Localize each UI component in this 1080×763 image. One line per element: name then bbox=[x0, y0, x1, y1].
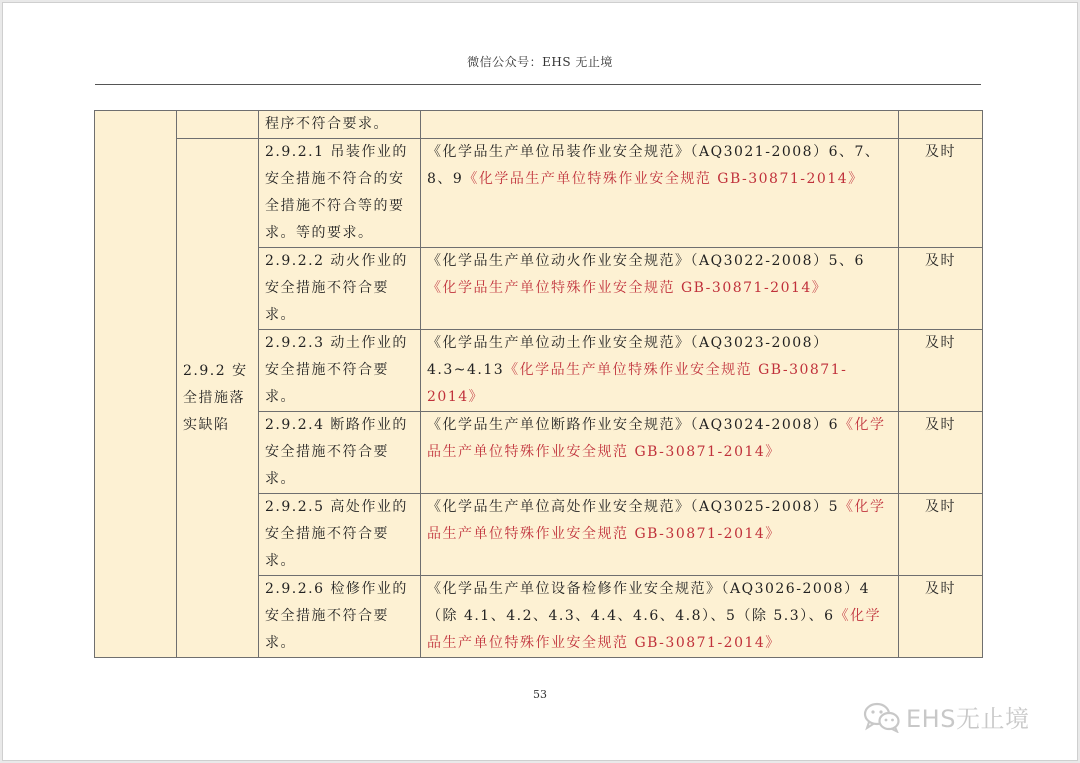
item-cell: 程序不符合要求。 bbox=[259, 111, 421, 139]
standard-reference: 《化学品生产单位吊装作业安全规范》（AQ3021-2008）6、7、8、9 bbox=[427, 144, 881, 187]
standard-reference: 《化学品生产单位断路作业安全规范》（AQ3024-2008）6 bbox=[427, 417, 839, 433]
item-cell: 2.9.2.2 动火作业的安全措施不符合要求。 bbox=[259, 248, 421, 330]
regulation-table bbox=[94, 110, 983, 658]
standard-cell bbox=[421, 494, 899, 576]
spanning-empty-cell bbox=[95, 111, 177, 658]
standard-cell bbox=[421, 248, 899, 330]
timing-cell: 及时 bbox=[899, 412, 983, 494]
empty-category-cell bbox=[177, 111, 259, 139]
standard-cell bbox=[421, 412, 899, 494]
page-header: 微信公众号：EHS 无止境 bbox=[467, 55, 613, 69]
page-number: 53 bbox=[533, 688, 547, 701]
standard-cell bbox=[421, 111, 899, 139]
standard-cell bbox=[421, 330, 899, 412]
timing-cell: 及时 bbox=[899, 330, 983, 412]
standard-cell bbox=[421, 139, 899, 248]
item-cell: 2.9.2.5 高处作业的安全措施不符合要求。 bbox=[259, 494, 421, 576]
item-cell: 2.9.2.1 吊装作业的安全措施不符合的安全措施不符合等的要求。等的要求。 bbox=[259, 139, 421, 248]
timing-cell: 及时 bbox=[899, 494, 983, 576]
standard-reference-red: 《化学品生产单位特殊作业安全规范 GB-30871-2014》 bbox=[427, 280, 828, 296]
item-cell: 2.9.2.4 断路作业的安全措施不符合要求。 bbox=[259, 412, 421, 494]
standard-reference: 《化学品生产单位高处作业安全规范》（AQ3025-2008）5 bbox=[427, 499, 839, 515]
watermark-text: EHS无止境 bbox=[906, 705, 1030, 733]
table-row bbox=[95, 139, 983, 248]
item-cell: 2.9.2.6 检修作业的安全措施不符合要求。 bbox=[259, 576, 421, 658]
category-cell: 2.9.2 安全措施落实缺陷 bbox=[177, 139, 259, 658]
standard-reference: 《化学品生产单位设备检修作业安全规范》（AQ3026-2008）4（除 4.1、4.2、4.3、4.4、4.6、4.8）、5（除 5.3）、6 bbox=[427, 581, 870, 624]
header-rule bbox=[95, 84, 981, 85]
timing-cell: 及时 bbox=[899, 139, 983, 248]
item-cell: 2.9.2.3 动土作业的安全措施不符合要求。 bbox=[259, 330, 421, 412]
standard-reference-red: 《化学品生产单位特殊作业安全规范 GB-30871-2014》 bbox=[427, 608, 882, 651]
timing-cell: 及时 bbox=[899, 576, 983, 658]
standard-reference-red: 《化学品生产单位特殊作业安全规范 GB-30871-2014》 bbox=[463, 171, 864, 187]
timing-cell: 及时 bbox=[899, 248, 983, 330]
timing-cell bbox=[899, 111, 983, 139]
standard-reference-red: 《化学品生产单位特殊作业安全规范 GB-30871-2014》 bbox=[427, 499, 886, 542]
table-row bbox=[95, 111, 983, 139]
standard-reference: 《化学品生产单位动土作业安全规范》（AQ3023-2008）4.3~4.13 bbox=[427, 335, 829, 378]
standard-reference-red: 《化学品生产单位特殊作业安全规范 GB-30871-2014》 bbox=[427, 362, 848, 405]
standard-reference: 《化学品生产单位动火作业安全规范》（AQ3022-2008）5、6 bbox=[427, 253, 865, 269]
watermark bbox=[862, 699, 1029, 734]
standard-cell bbox=[421, 576, 899, 658]
wechat-icon bbox=[862, 701, 902, 733]
standard-reference-red: 《化学品生产单位特殊作业安全规范 GB-30871-2014》 bbox=[427, 417, 886, 460]
